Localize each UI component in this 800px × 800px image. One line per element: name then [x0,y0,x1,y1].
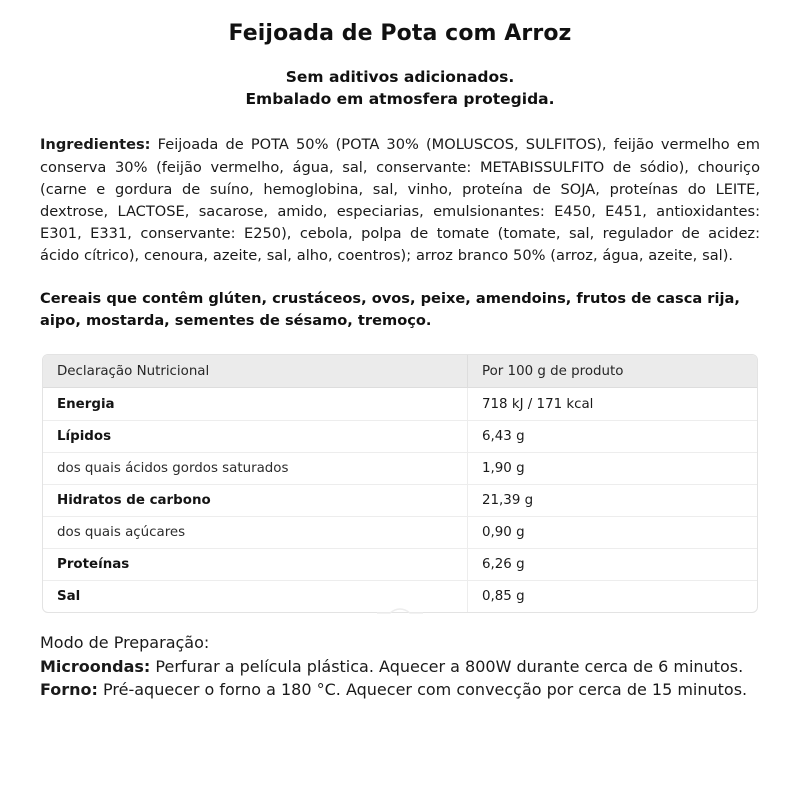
nutrient-value: 21,39 g [467,484,757,516]
preparation-heading: Modo de Preparação: [40,633,210,653]
nutrient-label: dos quais ácidos gordos saturados [43,452,467,484]
nutrient-label: Sal [43,580,467,612]
nutrient-label: Proteínas [43,548,467,580]
oven-text: Pré-aquecer o forno a 180 °C. Aquecer com convecção por cerca de 15 minutos. [97,679,748,699]
nutrient-label: Energia [57,396,115,412]
microwave-text: Perfurar a película plástica. Aquecer a 800W durante cerca de 6 minutos. [150,656,744,676]
nutrition-table-wrapper [40,354,760,613]
nutrient-label: Hidratos de carbono [43,484,467,516]
allergen-warning: Cereais que contêm glúten, crustáceos, ovos, peixe, amendoins, frutos de casca rija, aipo, mostarda, sementes de sésamo, tremoço. [40,290,740,330]
claim-protected-atmosphere: Embalado em atmosfera protegida. [245,89,555,108]
nutrient-value: 6,43 g [467,420,757,452]
microwave-label: Microondas: [40,656,151,676]
page-title: Feijoada de Pota com Arroz [228,21,572,46]
column-header-per-100g: Por 100 g de produto [467,355,757,388]
nutrient-value: 718 kJ / 171 kcal [467,388,757,420]
table-header-row [43,355,757,388]
nutrition-table-body [43,388,757,612]
preparation-body [40,657,747,699]
ingredients-paragraph [40,134,760,267]
table-row [43,484,757,516]
nutrient-label: Lípidos [43,420,467,452]
nutrition-table-head [43,355,757,388]
ingredients-label: Ingredientes: [40,136,151,154]
oven-label: Forno: [40,679,98,699]
table-row [43,548,757,580]
table-row [43,516,757,548]
nutrient-value: 6,26 g [467,548,757,580]
column-header-declaration: Declaração Nutricional [43,355,467,388]
table-row [43,388,757,420]
nutrient-value: 0,85 g [467,580,757,612]
ingredients-text: Feijoada de POTA 50% (POTA 30% (MOLUSCOS, SULFITOS), feijão vermelho em conserva 30% (feijão vermelho, água, sal, conservante: METABISSULFITO de sódio), chouriço (carne e gordura de suíno, hemoglobina, sal, vinho, proteína de SOJA, proteínas do LEITE, dextrose, LACTOSE, sacarose, amido, especiarias, emulsionantes: E450, E451, antioxidantes: E301, E331, conservante: E250), cebola, polpa de tomate (tomate, sal, regulador de acidez: ácido cítrico), cenoura, azeite, sal, alho, coentros); arroz branco 50% (arroz, água, azeite, sal). [40,136,760,265]
nutrient-label: dos quais açúcares [43,516,467,548]
preparation-instructions [40,631,760,701]
table-row [43,580,757,612]
table-row [43,420,757,452]
table-row [43,452,757,484]
nutrient-value: 1,90 g [467,452,757,484]
nutrient-value: 0,90 g [467,516,757,548]
claim-no-additives: Sem aditivos adicionados. [285,67,515,86]
product-claims [40,66,760,111]
nutrition-table [42,354,758,613]
